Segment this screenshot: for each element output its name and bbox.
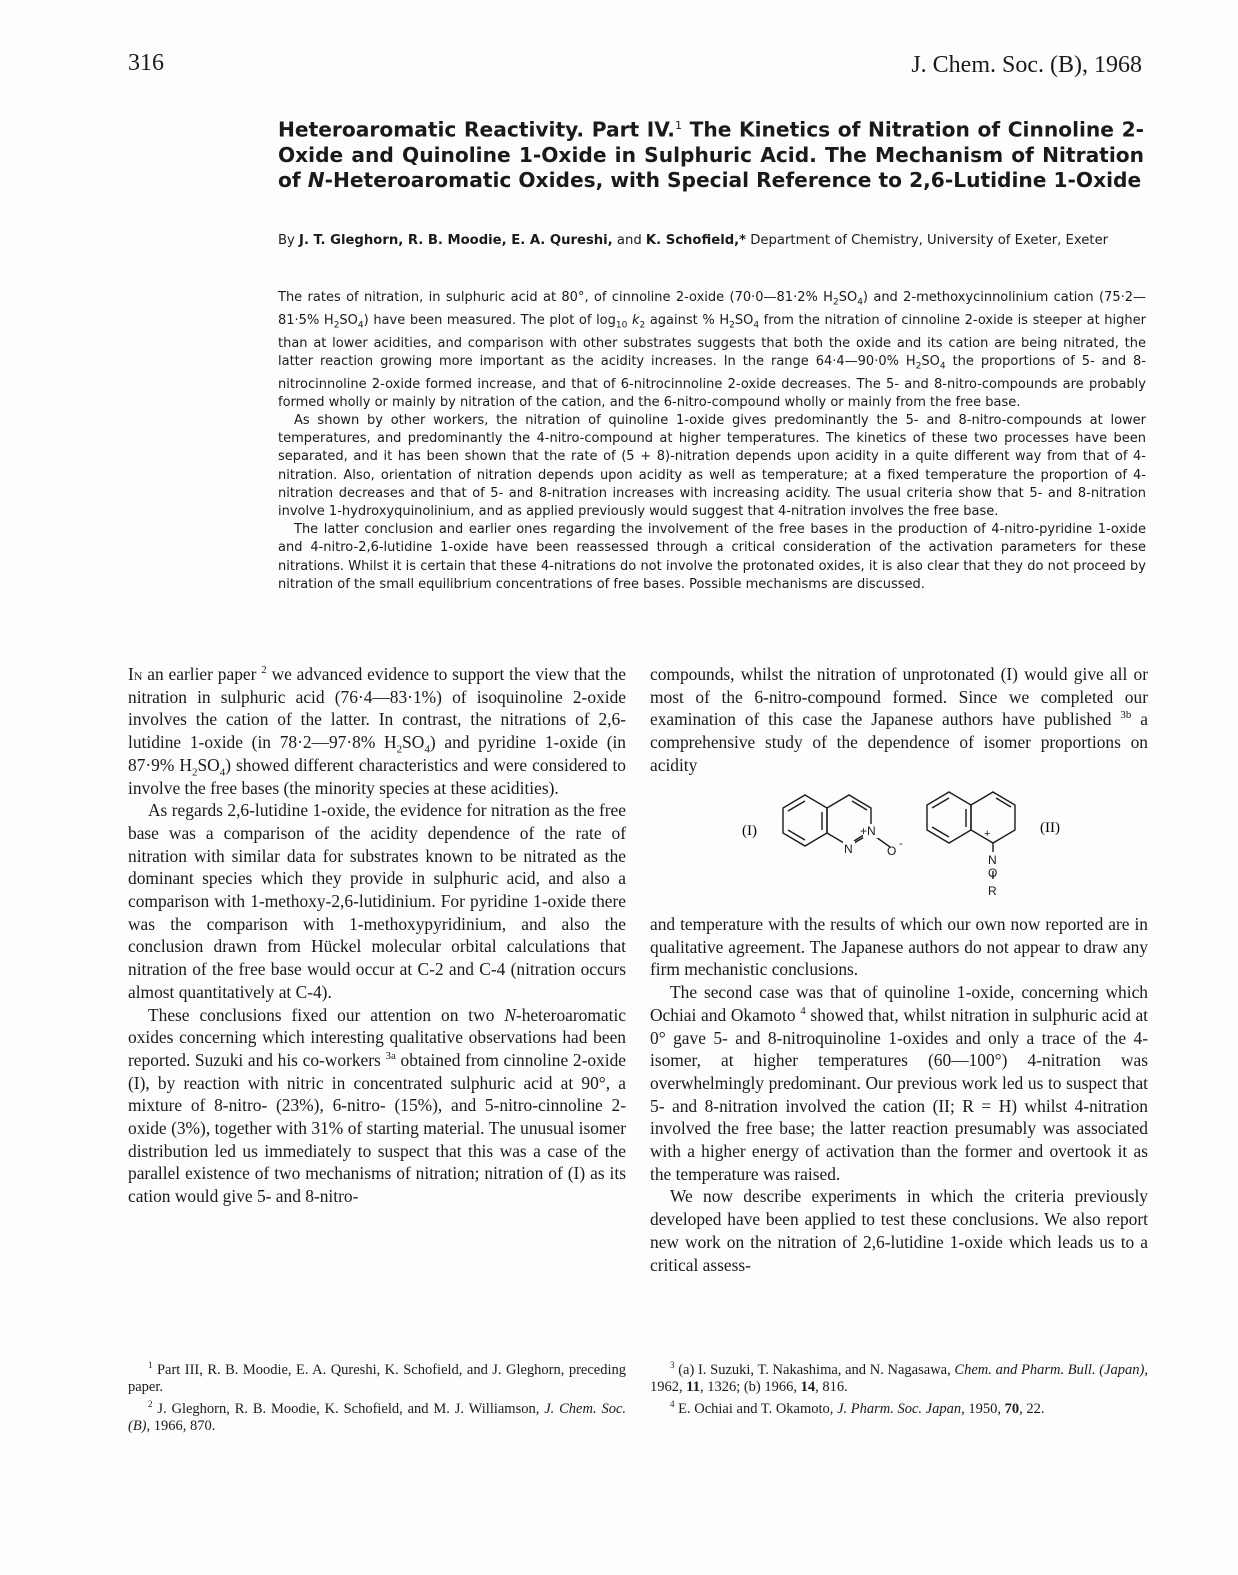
affiliation: Department of Chemistry, University of Exeter, Exeter xyxy=(746,233,1109,248)
body-paragraph: These conclusions fixed our attention on two N-heteroaromatic oxides concerning which interesting qualitative observations had been reported. Suzuki and his co-workers $^{3a}$ obtained from cinnoline 2-oxide (I), by reaction with nitric in concentrated sulphuric acid at 90°, a mixture of 8-nitro- (23%), 6-nitro- (15%), and 5-nitro-cinnoline 2-oxide (3%), together with 31% of starting material. The unusual isomer distribution led us immediately to suspect that this was a case of the parallel existence of two mechanisms of nitration; nitration of (I) as its cation would give 5- and 8-nitro- xyxy=(128,1004,626,1207)
svg-text:N: N xyxy=(988,853,997,867)
article-title: Heteroaromatic Reactivity. Part IV.$^1$ The Kinetics of Nitration of Cinnoline 2-Oxide and Quinoline 1-Oxide in Sulphuric Acid. The Mechanism of Nitration of N-Heteroaromatic Oxides, with Special Reference to 2,6-Lutidine 1-Oxide xyxy=(278,117,1144,192)
svg-text:R: R xyxy=(988,884,997,898)
body-paragraph: and temperature with the results of which our own now reported are in qualitative agreement. The Japanese authors do not appear to draw any firm mechanistic conclusions. xyxy=(650,914,1148,980)
footnote: $^1$ Part III, R. B. Moodie, E. A. Qureshi, K. Schofield, and J. Gleghorn, preceding paper. xyxy=(128,1360,626,1395)
abstract xyxy=(278,289,1146,594)
body-paragraph: As regards 2,6-lutidine 1-oxide, the evidence for nitration as the free base was a comparison of the acidity dependence of the rate of nitration with similar data for substrates known to be nitrated as the dominant species which they provide in sulphuric acid, and also a comparison with 1-methoxy-2,6-lutidinium. For pyridine 1-oxide there was the comparison with 1-methoxypyridinium, and also the conclusion drawn from Hückel molecular orbital calculations that nitration of the free base would occur at C-2 and C-4 (nitration occurs almost quantitatively at C-4). xyxy=(128,800,626,1002)
svg-text:O: O xyxy=(887,844,897,858)
chemical-structures xyxy=(650,775,1148,905)
footnotes-left xyxy=(128,1357,626,1435)
structure-label-2: (II) xyxy=(1040,820,1060,836)
journal-citation: J. Chem. Soc. (B), 1968 xyxy=(911,52,1142,78)
authors-primary: J. T. Gleghorn, R. B. Moodie, E. A. Qureshi, xyxy=(299,233,613,248)
benzene-ring-1 xyxy=(783,795,827,846)
abstract-paragraph: The rates of nitration, in sulphuric acid at 80°, of cinnoline 2-oxide (70·0—81·2% $H_2SO_4$) and 2-methoxycinnolinium cation (75·2—81·5% $H_2SO_4$) have been measured. The plot of $\log_{10} k_2$ against % $H_2SO_4$ from the nitration of cinnoline 2-oxide is steeper at higher than at lower acidities, and comparison with other substrates suggests that both the oxide and its cation are being nitrated, the latter reaction growing more important as the acidity increases. In the range 64·4—90·0% $H_2SO_4$ the proportions of 5- and 8-nitrocinnoline 2-oxide formed increase, and that of 6-nitrocinnoline 2-oxide decreases. The 5- and 8-nitro-compounds are probably formed wholly or mainly by nitration of the cation, and the 6-nitro-compound wholly or mainly from the free base. xyxy=(278,290,1147,410)
diazine-ring xyxy=(827,795,871,846)
footnotes-right xyxy=(650,1357,1148,1418)
body-paragraph: We now describe experiments in which the criteria previously developed have been applied to test these conclusions. We also report new work on the nitration of 2,6-lutidine 1-oxide which leads us to a critical assess- xyxy=(650,1186,1148,1275)
body-paragraph: In an earlier paper $^2$ we advanced evidence to support the view that the nitration in sulphuric acid (76·4—83·1%) of isoquinoline 2-oxide involves the cation of the latter. In contrast, the nitrations of 2,6-lutidine 1-oxide (in 78·2—97·8% $H_2SO_4$) and pyridine 1-oxide (in 87·9% $H_2SO_4$) showed different characteristics and were considered to involve the free bases (the minority species at these acidities). xyxy=(128,664,627,798)
svg-text:N: N xyxy=(844,842,853,856)
body-column-right-bottom xyxy=(650,913,1148,1276)
author-line: By J. T. Gleghorn, R. B. Moodie, E. A. Qureshi, and K. Schofield,* Department of Chemistry, University of Exeter, Exeter xyxy=(278,233,1109,248)
svg-text:-: - xyxy=(899,838,903,850)
body-paragraph: The second case was that of quinoline 1-oxide, concerning which Ochiai and Okamoto $^4$ showed that, whilst nitration in sulphuric acid at 0° gave 5- and 8-nitroquinoline 1-oxides and only a trace of the 4-isomer, at higher temperatures (60—100°) 4-nitration was overwhelmingly predominant. Our previous work led us to suspect that 5- and 8-nitration involved the cation (II; R = H) whilst 4-nitration involved the free base; the latter reaction presumably was associated with a higher energy of activation than the former and overtook it as the temperature was raised. xyxy=(650,982,1148,1184)
pyridine-ring xyxy=(971,792,1015,843)
body-paragraph: compounds, whilst the nitration of unprotonated (I) would give all or most of the 6-nitro-compound formed. Since we completed our examination of this case the Japanese authors have published $^{3b}$ a comprehensive study of the dependence of isomer proportions on acidity xyxy=(650,664,1148,775)
svg-text:+: + xyxy=(984,828,991,840)
footnote: $^2$ J. Gleghorn, R. B. Moodie, K. Schofield, and M. J. Williamson, J. Chem. Soc. (B), 1966, 870. xyxy=(128,1398,627,1434)
benzene-ring-2 xyxy=(927,792,971,843)
structure-label-1: (I) xyxy=(742,823,757,839)
authors-corresponding: K. Schofield,* xyxy=(645,233,747,248)
svg-text:O: O xyxy=(988,866,998,880)
abstract-paragraph: As shown by other workers, the nitration of quinoline 1-oxide gives predominantly the 5- and 8-nitro-compounds at lower temperatures, and predominantly the 4-nitro-compound at higher temperatures. The kinetics of these two processes have been separated, and it has been shown that the rate of (5 + 8)-nitration depends upon acidity in a quite different way from that of 4-nitration. Also, orientation of nitration depends upon acidity as well as temperature; at a fixed temperature the proportion of 4-nitration decreases and that of 5- and 8-nitration increases with increasing acidity. The usual criteria show that 5- and 8-nitration involve 1-hydroxyquinolinium, and as applied previously would suggest that 4-nitration involves the free base. xyxy=(278,413,1146,520)
svg-text:+N: +N xyxy=(860,824,876,838)
footnote: $^3$ (a) I. Suzuki, T. Nakashima, and N. Nagasawa, Chem. and Pharm. Bull. (Japan), 1962, 11, 1326; (b) 1966, 14, 816. xyxy=(650,1360,1148,1395)
page-number: 316 xyxy=(128,50,164,76)
footnote: $^4$ E. Ochiai and T. Okamoto, J. Pharm. Soc. Japan, 1950, 70, 22. xyxy=(670,1398,1045,1417)
abstract-paragraph: The latter conclusion and earlier ones regarding the involvement of the free bases in the production of 4-nitro-pyridine 1-oxide and 4-nitro-2,6-lutidine 1-oxide have been reassessed through a critical consideration of the activation parameters for these nitrations. Whilst it is certain that these 4-nitrations do not involve the protonated oxides, it is also clear that they do not proceed by nitration of the small equilibrium concentrations of free bases. Possible mechanisms are discussed. xyxy=(278,522,1146,592)
body-column-right-top xyxy=(650,663,1148,777)
body-column-left xyxy=(128,663,626,1208)
